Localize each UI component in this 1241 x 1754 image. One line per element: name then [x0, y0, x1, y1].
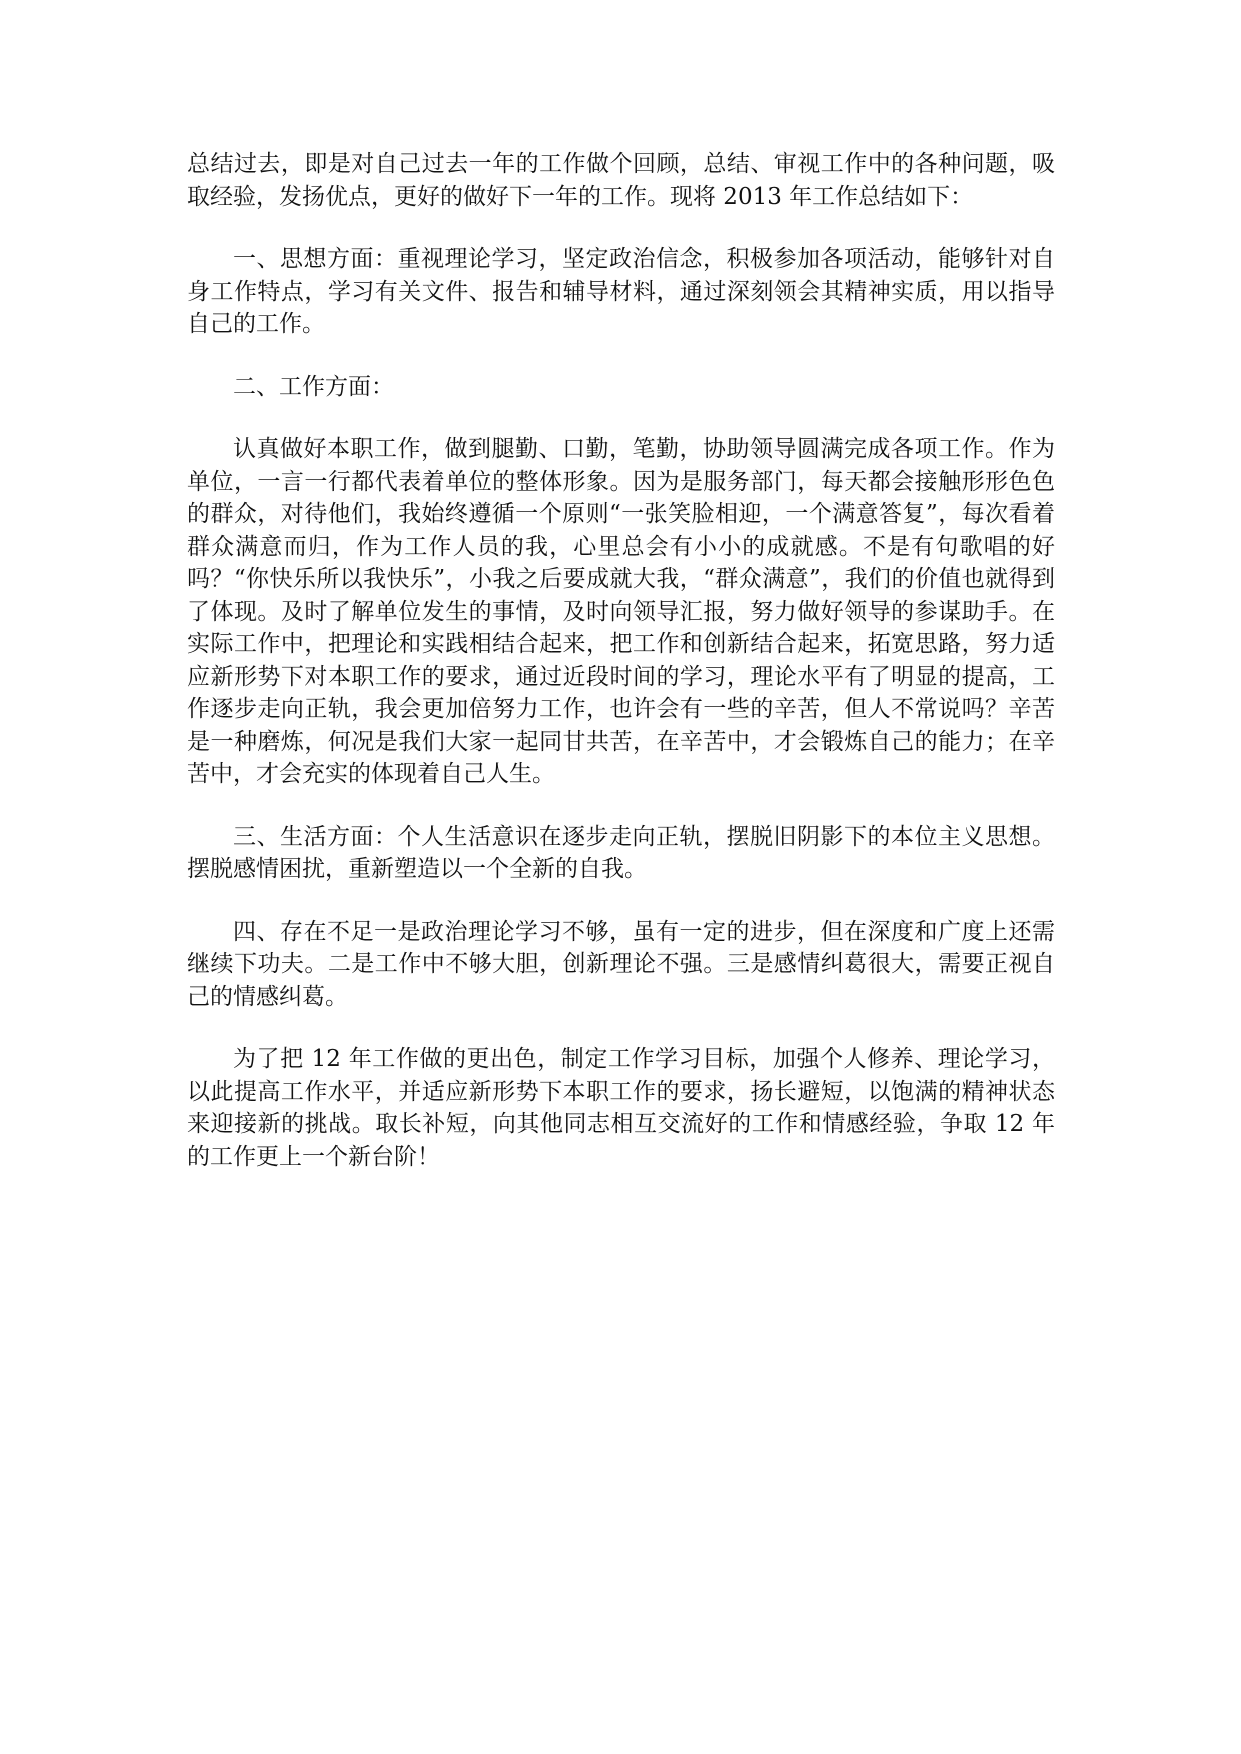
work-section-heading: 二、工作方面：	[233, 373, 394, 400]
thought-section-paragraph: 一、思想方面：重视理论学习，坚定政治信念，积极参加各项活动，能够针对自身工作特点，学习有关文件、报告和辅导材料，通过深刻领会其精神实质，用以指导自己的工作。	[187, 246, 1055, 337]
work-section-paragraph: 认真做好本职工作，做到腿勤、口勤，笔勤，协助领导圆满完成各项工作。作为单位，一言一行都代表着单位的整体形象。因为是服务部门，每天都会接触形形色色的群众，对待他们，我始终遵循一个原则“一张笑脸相迎，一个满意答复”，每次看着群众满意而归，作为工作人员的我，心里总会有小小的成就感。不是有句歌唱的好吗？“你快乐所以我快乐”，小我之后要成就大我，“群众满意”，我们的价值也就得到了体现。及时了解单位发生的事情，及时向领导汇报，努力做好领导的参谋助手。在实际工作中，把理论和实践相结合起来，把工作和创新结合起来，拓宽思路，努力适应新形势下对本职工作的要求，通过近段时间的学习，理论水平有了明显的提高，工作逐步走向正轨，我会更加倍努力工作，也许会有一些的辛苦，但人不常说吗？辛苦是一种磨炼，何况是我们大家一起同甘共苦，在辛苦中，才会锻炼自己的能力；在辛苦中，才会充实的体现着自己人生。	[187, 436, 1055, 787]
document-body	[187, 148, 1055, 1203]
goals-paragraph: 为了把 12 年工作做的更出色，制定工作学习目标，加强个人修养、理论学习，以此提高工作水平，并适应新形势下本职工作的要求，扬长避短，以饱满的精神状态来迎接新的挑战。取长补短，向其他同志相互交流好的工作和情感经验，争取 12 年的工作更上一个新台阶！	[187, 1046, 1055, 1170]
intro-paragraph: 总结过去，即是对自己过去一年的工作做个回顾，总结、审视工作中的各种问题，吸取经验，发扬优点，更好的做好下一年的工作。现将 2013 年工作总结如下：	[187, 151, 1055, 210]
life-section-paragraph: 三、生活方面：个人生活意识在逐步走向正轨，摆脱旧阴影下的本位主义思想。摆脱感情困扰，重新塑造以一个全新的自我。	[187, 823, 1055, 882]
shortcomings-section-paragraph: 四、存在不足一是政治理论学习不够，虽有一定的进步，但在深度和广度上还需继续下功夫。二是工作中不够大胆，创新理论不强。三是感情纠葛很大，需要正视自己的情感纠葛。	[187, 918, 1055, 1010]
